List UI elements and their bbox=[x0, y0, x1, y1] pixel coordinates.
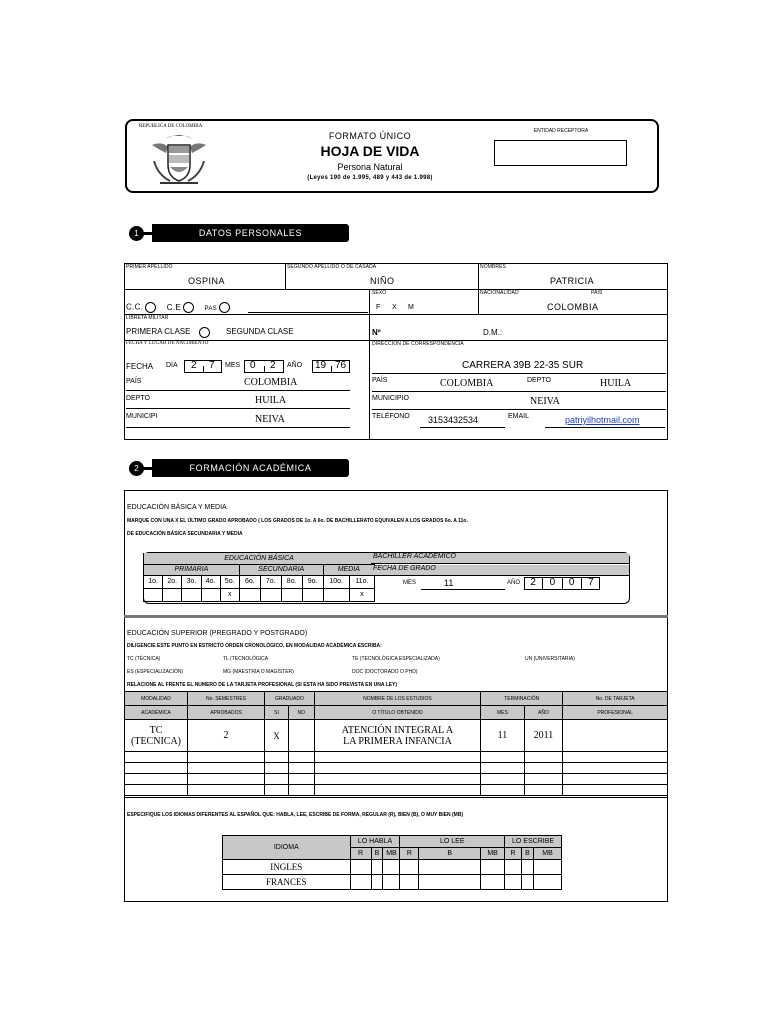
section-1-title: DATOS PERSONALES bbox=[152, 224, 349, 242]
subtitle: Persona Natural bbox=[337, 162, 403, 172]
idioma-cell[interactable] bbox=[419, 860, 481, 875]
dp-col-line-3 bbox=[369, 289, 370, 440]
lee-r: R bbox=[400, 848, 419, 860]
tarjeta-instruction: RELACIONE AL FRENTE EL NUMERO DE LA TARJETA PROFESIONAL (SI ESTA HA SIDO PREVISTA EN UNA LEY) bbox=[127, 682, 398, 688]
depto-underline bbox=[126, 408, 350, 409]
email-label: EMAIL bbox=[508, 413, 530, 420]
estudio-mes[interactable]: 11 bbox=[481, 720, 524, 752]
doc-ce-radio[interactable] bbox=[183, 302, 194, 313]
idioma-name[interactable]: INGLES bbox=[223, 860, 351, 875]
empty-cell[interactable] bbox=[265, 774, 289, 785]
grado-mark-cell[interactable] bbox=[201, 588, 220, 601]
idioma-cell[interactable] bbox=[505, 875, 522, 890]
grado-anio-label: AÑO bbox=[507, 580, 521, 586]
nombres-value[interactable]: PATRICIA bbox=[550, 276, 595, 286]
empty-cell[interactable] bbox=[563, 763, 668, 774]
idiomas-divider bbox=[124, 797, 668, 798]
grado-header: 10o. bbox=[323, 575, 349, 588]
idiomas-table bbox=[222, 835, 562, 890]
fecha-grado-header: FECHA DE GRADO bbox=[371, 565, 629, 576]
grado-header: 3o. bbox=[182, 575, 201, 588]
grado-mark-cell[interactable] bbox=[163, 588, 182, 601]
empty-row bbox=[125, 785, 668, 796]
depto-value[interactable]: HUILA bbox=[255, 395, 287, 406]
idioma-cell[interactable] bbox=[400, 875, 419, 890]
grado-mark-cell[interactable] bbox=[323, 588, 349, 601]
doc-ce-label: C.E bbox=[166, 302, 181, 312]
empty-cell[interactable] bbox=[288, 785, 314, 796]
formacion-divider bbox=[124, 615, 668, 618]
idioma-cell[interactable] bbox=[400, 860, 419, 875]
empty-cell[interactable] bbox=[188, 785, 265, 796]
col-nombre-2: O TÍTULO OBTENIDO bbox=[314, 706, 481, 720]
grado-header: 8o. bbox=[281, 575, 302, 588]
modalidad-es: ES (ESPECIALIZACIÓN) bbox=[127, 669, 184, 675]
telefono-underline bbox=[420, 427, 505, 428]
empty-cell[interactable] bbox=[314, 785, 481, 796]
grado-anio-digit: 7 bbox=[581, 577, 600, 590]
grado-header: 11o. bbox=[349, 575, 374, 588]
idioma-cell[interactable] bbox=[371, 860, 383, 875]
segundo-apellido-label: SEGUNDO APELLIDO O DE CASADA bbox=[287, 264, 377, 270]
empty-cell[interactable] bbox=[524, 785, 563, 796]
estudio-si[interactable]: X bbox=[265, 720, 289, 752]
empty-cell[interactable] bbox=[314, 752, 481, 763]
idioma-cell[interactable] bbox=[350, 875, 371, 890]
fecha-lugar-label: FECHA Y LUGAR DE NACIMIENTO bbox=[126, 341, 209, 346]
grado-mark-cell[interactable] bbox=[182, 588, 201, 601]
grado-header: 2o. bbox=[163, 575, 182, 588]
idioma-cell[interactable] bbox=[522, 875, 534, 890]
empty-cell[interactable] bbox=[125, 774, 188, 785]
lee-b: B bbox=[419, 848, 481, 860]
idioma-cell[interactable] bbox=[481, 860, 505, 875]
page-title: HOJA DE VIDA bbox=[320, 143, 420, 159]
grado-anio-digit: 0 bbox=[562, 577, 581, 590]
col-terminacion: TERMINACIÓN bbox=[481, 692, 563, 706]
dia-digit-2: 7 bbox=[209, 360, 215, 371]
mes-digit-1: 0 bbox=[250, 360, 256, 371]
nacionalidad-value[interactable]: COLOMBIA bbox=[547, 302, 599, 312]
dia-divider bbox=[203, 366, 204, 373]
municipio-label: MUNICIPI bbox=[126, 413, 158, 420]
sexo-x[interactable]: X bbox=[392, 304, 397, 311]
grado-header: 1o. bbox=[144, 575, 163, 588]
superior-instruction: DILIGENCIE ESTE PUNTO EN ESTRICTO ORDEN CRONOLÓGICO, EN MODALIDAD ACADÉMICA ESCRIBA: bbox=[127, 643, 382, 649]
empty-row bbox=[125, 763, 668, 774]
grado-mes-value[interactable]: 11 bbox=[444, 578, 454, 588]
dir-municipio-value[interactable]: NEIVA bbox=[530, 396, 560, 407]
grado-mes-label: MES bbox=[403, 580, 417, 586]
doc-cc-label: C.C. bbox=[126, 302, 144, 312]
empty-cell[interactable] bbox=[563, 785, 668, 796]
empty-cell[interactable] bbox=[265, 752, 289, 763]
escribe-b: B bbox=[522, 848, 534, 860]
idioma-col: IDIOMA bbox=[223, 836, 351, 860]
col-tarjeta-2: PROFESIONAL bbox=[563, 706, 668, 720]
modalidad-mg: MG (MAESTRÍA O MAGÍSTER) bbox=[223, 669, 294, 675]
media-header: MEDIA bbox=[323, 564, 374, 575]
superior-title: EDUCACIÓN SUPERIOR (PREGRADO Y POSTGRADO) bbox=[127, 630, 308, 637]
basica-instruction-2: DE EDUCACIÓN BÁSICA SECUNDARIA Y MEDIA bbox=[127, 531, 243, 537]
libreta-label: LIBRETA MILITAR bbox=[126, 315, 169, 321]
empty-cell[interactable] bbox=[563, 774, 668, 785]
segunda-clase-label: SEGUNDA CLASE bbox=[226, 327, 294, 336]
primera-clase-radio[interactable] bbox=[199, 327, 210, 338]
empty-row bbox=[125, 752, 668, 763]
modalidad-te: TE (TECNOLÓGICA ESPECIALIZADA) bbox=[352, 656, 440, 662]
empty-cell[interactable] bbox=[125, 752, 188, 763]
leyes-label: (Leyes 190 de 1.995, 489 y 443 de 1.998) bbox=[307, 175, 433, 181]
doc-cc-radio[interactable] bbox=[145, 302, 156, 313]
municipio-value[interactable]: NEIVA bbox=[255, 414, 285, 425]
grado-mark-cell[interactable]: x bbox=[349, 588, 374, 601]
habla-b: B bbox=[371, 848, 383, 860]
lo-habla-header: LO HABLA bbox=[350, 836, 400, 848]
empty-cell[interactable] bbox=[188, 774, 265, 785]
lo-lee-header: LO LEE bbox=[400, 836, 505, 848]
idioma-cell[interactable] bbox=[533, 875, 561, 890]
idioma-cell[interactable] bbox=[533, 860, 561, 875]
basica-title: EDUCACIÓN BÁSICA Y MEDIA bbox=[127, 504, 227, 511]
col-semestres-2: APROBADOS bbox=[188, 706, 265, 720]
grado-mark-cell[interactable] bbox=[281, 588, 302, 601]
primer-apellido-value[interactable]: OSPINA bbox=[188, 276, 226, 286]
grado-header: 6o. bbox=[239, 575, 260, 588]
grado-header: 4o. bbox=[201, 575, 220, 588]
anio-digits-2: 76 bbox=[335, 360, 347, 371]
idioma-cell[interactable] bbox=[481, 875, 505, 890]
dir-municipio-underline bbox=[372, 409, 666, 410]
idioma-cell[interactable] bbox=[383, 875, 400, 890]
dia-digit-1: 2 bbox=[191, 360, 197, 371]
empty-cell[interactable] bbox=[188, 763, 265, 774]
empty-cell[interactable] bbox=[288, 752, 314, 763]
col-graduado: GRADUADO bbox=[265, 692, 315, 706]
estudio-row bbox=[125, 720, 668, 752]
grado-anio-digit: 0 bbox=[542, 577, 561, 590]
dir-municipio-label: MUNICIPIO bbox=[372, 395, 409, 402]
grado-header: 7o. bbox=[260, 575, 281, 588]
escribe-r: R bbox=[505, 848, 522, 860]
idioma-cell[interactable] bbox=[371, 875, 383, 890]
dir-pais-underline bbox=[372, 391, 666, 392]
modalidad-tl: TL (TECNOLÓGICA bbox=[223, 656, 269, 662]
grado-header: 5o. bbox=[220, 575, 239, 588]
idioma-row bbox=[223, 875, 562, 890]
sexo-m[interactable]: M bbox=[408, 304, 414, 311]
pais-value[interactable]: COLOMBIA bbox=[244, 377, 298, 388]
sexo-label: SEXO bbox=[372, 290, 387, 296]
basica-instruction-1: MARQUE CON UNA X EL ÚLTIMO GRADO APROBADO ( LOS GRADOS DE 1o. A 6o. DE BACHILLERATO EQUIVALEN A LOS GRADOS 6o. A 11o. bbox=[127, 518, 468, 524]
nombres-label: NOMBRES bbox=[480, 264, 506, 270]
lee-mb: MB bbox=[481, 848, 505, 860]
modalidad-un: UN (UNIVERSITARIA) bbox=[525, 656, 575, 662]
republica-label: REPUBLICA DE COLOMBIA bbox=[139, 124, 203, 129]
email-link[interactable]: patriyilhotmail.com bbox=[565, 415, 640, 425]
anio-divider bbox=[331, 366, 332, 373]
sexo-f[interactable]: F bbox=[376, 304, 381, 311]
col-semestres-1: No. SEMESTRES bbox=[188, 692, 265, 706]
grado-mark-cell[interactable] bbox=[239, 588, 260, 601]
empty-cell[interactable] bbox=[188, 752, 265, 763]
habla-mb: MB bbox=[383, 848, 400, 860]
fecha-label: FECHA bbox=[126, 362, 154, 371]
col-no: NO bbox=[288, 706, 314, 720]
grado-mark-cell[interactable] bbox=[302, 588, 323, 601]
depto-label: DEPTO bbox=[126, 395, 150, 402]
empty-cell[interactable] bbox=[288, 774, 314, 785]
idiomas-instruction: ESPECIFIQUE LOS IDIOMAS DIFERENTES AL ESPAÑOL QUE: HABLA, LEE, ESCRIBE DE FORMA, REGULAR (R), BIEN (B), O MUY BIEN (MB) bbox=[127, 812, 464, 818]
doc-number-line bbox=[248, 312, 368, 313]
bachiller-header: BACHILLER ACADEMICO bbox=[371, 553, 629, 564]
entidad-receptora-field[interactable] bbox=[494, 140, 627, 166]
grado-anio-digit: 2 bbox=[530, 577, 536, 588]
secundaria-header: SECUNDARIA bbox=[239, 564, 323, 575]
escribe-mb: MB bbox=[533, 848, 561, 860]
grado-mark-cell[interactable] bbox=[260, 588, 281, 601]
col-mes: MES bbox=[481, 706, 524, 720]
empty-cell[interactable] bbox=[125, 785, 188, 796]
nacionalidad-label: NACIONALIDAD bbox=[480, 290, 519, 296]
basica-table bbox=[143, 553, 375, 602]
coat-of-arms-icon bbox=[148, 131, 210, 187]
section-1-number: 1 bbox=[129, 226, 144, 241]
mes-label: MES bbox=[225, 362, 241, 369]
dp-col-line-1 bbox=[285, 263, 286, 289]
empty-cell[interactable] bbox=[265, 763, 289, 774]
estudio-tarjeta[interactable] bbox=[563, 720, 668, 752]
col-nombre-1: NOMBRE DE LOS ESTUDIOS bbox=[314, 692, 481, 706]
idioma-cell[interactable] bbox=[383, 860, 400, 875]
nacionalidad-pais-label: PAÍS bbox=[591, 290, 603, 296]
estudio-semestres[interactable]: 2 bbox=[188, 720, 265, 752]
grado-mark-cell[interactable] bbox=[144, 588, 163, 601]
modalidad-tc: TC (TÉCNICA) bbox=[127, 656, 161, 662]
grado-header: 9o. bbox=[302, 575, 323, 588]
habla-r: R bbox=[350, 848, 371, 860]
col-anio: AÑO bbox=[524, 706, 563, 720]
dp-col-line-2 bbox=[478, 263, 479, 314]
section-2-title: FORMACIÓN ACADÉMICA bbox=[152, 459, 349, 477]
dir-pais-label: PAÍS bbox=[372, 377, 388, 384]
idioma-cell[interactable] bbox=[505, 860, 522, 875]
estudio-modalidad[interactable]: TC (TECNICA) bbox=[125, 720, 188, 752]
anio-digits-1: 19 bbox=[315, 360, 327, 371]
dir-depto-value[interactable]: HUILA bbox=[600, 378, 632, 389]
empty-cell[interactable] bbox=[524, 752, 563, 763]
idioma-cell[interactable] bbox=[419, 875, 481, 890]
grado-anio-digits bbox=[524, 577, 600, 590]
dp-row-line-1 bbox=[124, 289, 668, 290]
dp-row-line-2 bbox=[124, 314, 668, 315]
idioma-cell[interactable] bbox=[350, 860, 371, 875]
dia-label: DIA bbox=[166, 362, 178, 369]
estudio-no[interactable] bbox=[288, 720, 314, 752]
telefono-value[interactable]: 3153432534 bbox=[428, 415, 479, 425]
formato-label: FORMATO ÚNICO bbox=[328, 131, 412, 141]
mes-divider bbox=[264, 366, 265, 373]
direccion-value[interactable]: CARRERA 39B 22-35 SUR bbox=[462, 360, 584, 371]
direccion-label: DIRECCIÓN DE CORRESPONDENCIA bbox=[372, 341, 464, 347]
empty-cell[interactable] bbox=[524, 774, 563, 785]
empty-cell[interactable] bbox=[314, 774, 481, 785]
anio-label: AÑO bbox=[287, 362, 303, 369]
libreta-dm-label: D.M.: bbox=[483, 328, 503, 337]
empty-cell[interactable] bbox=[563, 752, 668, 763]
educacion-basica-header: EDUCACIÓN BÁSICA bbox=[144, 553, 375, 564]
grado-mes-line bbox=[421, 589, 505, 590]
primaria-header: PRIMARIA bbox=[144, 564, 240, 575]
estudio-anio[interactable]: 2011 bbox=[524, 720, 563, 752]
segundo-apellido-value[interactable]: NIÑO bbox=[370, 276, 395, 286]
idioma-name[interactable]: FRANCES bbox=[223, 875, 351, 890]
direccion-underline bbox=[372, 373, 666, 374]
empty-cell[interactable] bbox=[125, 763, 188, 774]
idioma-row bbox=[223, 860, 562, 875]
empty-cell[interactable] bbox=[481, 763, 524, 774]
col-si: SI bbox=[265, 706, 289, 720]
empty-cell[interactable] bbox=[481, 785, 524, 796]
empty-cell[interactable] bbox=[481, 752, 524, 763]
municipio-underline bbox=[126, 427, 350, 428]
lo-escribe-header: LO ESCRIBE bbox=[505, 836, 562, 848]
telefono-label: TELÉFONO bbox=[372, 413, 410, 420]
doc-pas-radio[interactable] bbox=[219, 302, 230, 313]
dir-depto-label: DEPTO bbox=[527, 377, 551, 384]
mes-digit-2: 2 bbox=[270, 360, 276, 371]
primer-apellido-label: PRIMER APELLIDO bbox=[126, 264, 173, 270]
primera-clase-label: PRIMERA CLASE bbox=[126, 327, 191, 336]
empty-cell[interactable] bbox=[265, 785, 289, 796]
empty-cell[interactable] bbox=[314, 763, 481, 774]
section-2-number: 2 bbox=[129, 461, 144, 476]
empty-cell[interactable] bbox=[481, 774, 524, 785]
dir-pais-value[interactable]: COLOMBIA bbox=[440, 378, 494, 389]
email-underline bbox=[545, 427, 665, 428]
empty-cell[interactable] bbox=[288, 763, 314, 774]
pais-underline bbox=[126, 390, 350, 391]
col-modalidad-1: MODALIDAD bbox=[125, 692, 188, 706]
superior-table bbox=[124, 691, 668, 796]
entidad-receptora-label: ENTIDAD RECEPTORA bbox=[533, 128, 589, 134]
estudio-titulo[interactable]: ATENCIÓN INTEGRAL A LA PRIMERA INFANCIA bbox=[314, 720, 481, 752]
empty-row bbox=[125, 774, 668, 785]
empty-cell[interactable] bbox=[524, 763, 563, 774]
modalidad-doc: DOC (DOCTORADO O PHD) bbox=[352, 669, 418, 675]
grado-mark-cell[interactable]: x bbox=[220, 588, 239, 601]
idioma-cell[interactable] bbox=[522, 860, 534, 875]
doc-type-group bbox=[126, 302, 230, 313]
pais-label: PAÍS bbox=[126, 378, 142, 385]
col-tarjeta-1: No. DE TARJETA bbox=[563, 692, 668, 706]
libreta-numero-label: Nº bbox=[372, 328, 381, 337]
doc-pas-label: PAS bbox=[204, 305, 217, 312]
col-modalidad-2: ACADÉMICA bbox=[125, 706, 188, 720]
